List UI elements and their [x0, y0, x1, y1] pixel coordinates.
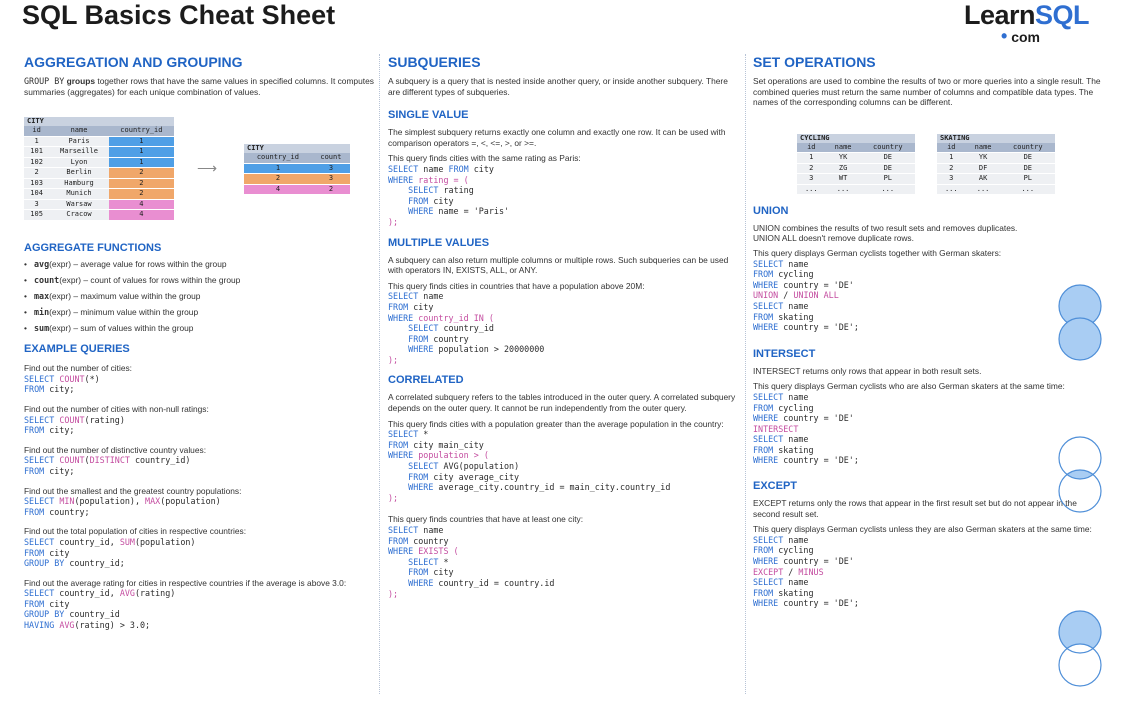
skating-table — [937, 134, 1055, 196]
table-cell: ... — [861, 184, 915, 195]
table-cell: PL — [861, 174, 915, 185]
cycling-table — [797, 134, 915, 196]
column-header: country — [861, 143, 915, 153]
learnsql-logo[interactable] — [964, 0, 1090, 46]
table-cell: 2 — [109, 168, 174, 179]
table-cell: 3 — [937, 174, 966, 185]
table-row — [24, 210, 174, 221]
table-cell: 2 — [109, 178, 174, 189]
multiple-values-desc: A subquery can also return multiple columns or multiple rows. Such subqueries can be used with operators IN, EXISTS, ALL, or ANY. — [388, 254, 729, 276]
intersect-desc: INTERSECT returns only rows that appear in both result sets. — [753, 365, 982, 376]
code-block: SELECT name FROM cycling WHERE country = 'DE' INTERSECT SELECT name FROM skating WHERE country = 'DE'; — [753, 391, 859, 466]
table-cell: YK — [966, 153, 1001, 164]
set-operations-intro: Set operations are used to combine the results of two or more queries into a single result. The combined queries must return the same number of columns and compatible data types. The names of the corresponding columns can be different. — [753, 76, 1101, 108]
table-cell: 1 — [109, 136, 174, 147]
venn-circle — [1059, 318, 1101, 360]
table-cell: ... — [797, 184, 826, 195]
code-block: SELECT COUNT(rating) FROM city; — [24, 414, 125, 436]
logo-learn: Learn — [964, 0, 1036, 30]
example-desc: This query finds countries that have at least one city: — [388, 514, 584, 525]
table-cell: 105 — [24, 210, 49, 221]
example-desc: This query finds cities with a population greater than the average population in the country: — [388, 418, 724, 429]
table-cell: DE — [1001, 153, 1055, 164]
table-cell: DE — [861, 153, 915, 164]
table-row — [24, 178, 174, 189]
table-cell: 1 — [109, 147, 174, 158]
table-row — [937, 174, 1055, 185]
subqueries-intro: A subquery is a query that is nested inside another query, or inside another subquery. There are different types of subqueries. — [388, 76, 728, 97]
code-block: SELECT name FROM cycling WHERE country = 'DE' UNION / UNION ALL SELECT name FROM skating WHERE country = 'DE'; — [753, 258, 859, 333]
table-cell: WT — [826, 174, 861, 185]
table-cell: 103 — [24, 178, 49, 189]
example-desc: Find out the average rating for cities in respective countries if the average is above 3.0: — [24, 577, 347, 588]
example-desc: Find out the number of cities: — [24, 363, 132, 374]
multiple-values-heading: MULTIPLE VALUES — [388, 236, 490, 249]
logo-com: com — [1011, 29, 1041, 45]
union-all-desc: UNION ALL doesn't remove duplicate rows. — [753, 233, 914, 244]
column-header: count — [312, 153, 350, 163]
logo-dot-icon: • — [1001, 26, 1008, 46]
table-cell: Berlin — [49, 168, 109, 179]
table-cell: DE — [1001, 163, 1055, 174]
table-cell: Warsaw — [49, 199, 109, 210]
table-header-row — [244, 153, 350, 163]
table-row — [797, 184, 915, 195]
table-cell: 1 — [797, 153, 826, 164]
table-row — [937, 184, 1055, 195]
table-row — [244, 174, 350, 185]
table-caption: CYCLING — [797, 134, 915, 143]
column-header: id — [797, 143, 826, 153]
table-cell: 3 — [312, 174, 350, 185]
column-header: id — [937, 143, 966, 153]
table-row — [937, 163, 1055, 174]
table-row — [24, 199, 174, 210]
list-item: • avg(expr) – average value for rows within the group — [24, 256, 374, 272]
table-header-row — [797, 143, 915, 153]
table-cell: DF — [966, 163, 1001, 174]
intersect-heading: INTERSECT — [753, 347, 816, 360]
aggregation-column — [24, 54, 374, 631]
union-desc: UNION combines the results of two result sets and removes duplicates. — [753, 222, 1018, 233]
example-desc: Find out the number of cities with non-null ratings: — [24, 403, 209, 414]
table-cell: 2 — [109, 189, 174, 200]
list-item: • min(expr) – minimum value within the group — [24, 304, 374, 320]
table-header-row — [937, 143, 1055, 153]
table-cell: 102 — [24, 157, 49, 168]
example-desc: This query finds cities in countries that have a population above 20M: — [388, 280, 645, 291]
set-tables — [753, 108, 1103, 200]
arrow-right-icon: ⟶ — [197, 160, 218, 177]
column-header: name — [966, 143, 1001, 153]
subqueries-heading: SUBQUERIES — [388, 54, 481, 70]
table-cell: ... — [1001, 184, 1055, 195]
table-row — [24, 157, 174, 168]
table-row — [244, 184, 350, 195]
table-cell: Cracow — [49, 210, 109, 221]
code-block: SELECT COUNT(DISTINCT country_id) FROM city; — [24, 455, 191, 476]
table-cell: 1 — [109, 157, 174, 168]
column-header: country_id — [244, 153, 312, 163]
example-desc: This query displays German cyclists unless they are also German skaters at the same time: — [753, 524, 1092, 535]
set-operations-column — [753, 54, 1103, 609]
column-divider-1 — [379, 54, 380, 694]
table-cell: 4 — [109, 199, 174, 210]
table-cell: 4 — [244, 184, 312, 195]
table-cell: 2 — [937, 163, 966, 174]
page-title: SQL Basics Cheat Sheet — [22, 0, 336, 30]
aggregation-heading: AGGREGATION AND GROUPING — [24, 54, 243, 70]
table-cell: 2 — [24, 168, 49, 179]
city-table — [24, 117, 174, 221]
table-cell: ZG — [826, 163, 861, 174]
logo-sql: SQL — [1035, 0, 1090, 30]
code-block: SELECT * FROM city main_city WHERE population > ( SELECT AVG(population) FROM city average_city WHERE average_city.country_id = main_city.country_id ); — [388, 429, 671, 503]
aggregation-intro: GROUP BY groups together rows that have the same values in specified columns. It computes summaries (aggregates) for each unique combination of values. — [24, 76, 374, 97]
table-cell: 1 — [937, 153, 966, 164]
example-desc: This query displays German cyclists together with German skaters: — [753, 247, 1002, 258]
column-divider-2 — [745, 54, 746, 694]
except-heading: EXCEPT — [753, 480, 798, 493]
column-header: name — [49, 126, 109, 136]
table-cell: 3 — [312, 163, 350, 174]
code-block: SELECT name FROM city WHERE rating = ( SELECT rating FROM city WHERE name = 'Paris' ); — [388, 163, 510, 227]
union-heading: UNION — [753, 204, 789, 217]
table-row — [24, 147, 174, 158]
table-cell: ... — [966, 184, 1001, 195]
table-cell: 4 — [109, 210, 174, 221]
table-cell: 1 — [244, 163, 312, 174]
table-cell: YK — [826, 153, 861, 164]
example-queries-heading: EXAMPLE QUERIES — [24, 343, 130, 356]
code-block: SELECT country_id, AVG(rating) FROM city GROUP BY country_id HAVING AVG(rating) > 3.0; — [24, 588, 176, 631]
example-desc: Find out the total population of cities in respective countries: — [24, 526, 247, 537]
table-cell: 2 — [244, 174, 312, 185]
code-block: SELECT name FROM country WHERE EXISTS ( SELECT * FROM city WHERE country_id = country.id ); — [388, 525, 555, 599]
table-cell: Lyon — [49, 157, 109, 168]
single-value-heading: SINGLE VALUE — [388, 109, 469, 122]
table-row — [244, 163, 350, 174]
table-cell: 2 — [312, 184, 350, 195]
code-block: SELECT name FROM city WHERE country_id IN ( SELECT country_id FROM country WHERE population > 20000000 ); — [388, 291, 545, 365]
table-cell: DE — [861, 163, 915, 174]
table-cell: ... — [937, 184, 966, 195]
example-desc: This query finds cities with the same rating as Paris: — [388, 153, 581, 164]
correlated-desc: A correlated subquery refers to the tables introduced in the outer query. A correlated subquery depends on the outer query. It cannot be run independently from the outer query. — [388, 392, 736, 414]
aggregate-functions-list — [24, 256, 374, 336]
table-cell: PL — [1001, 174, 1055, 185]
group-by-illustration — [24, 117, 374, 229]
code-block: SELECT COUNT(*) FROM city; — [24, 373, 100, 395]
table-caption: SKATING — [937, 134, 1055, 143]
aggregate-functions-heading: AGGREGATE FUNCTIONS — [24, 242, 162, 255]
table-row — [797, 174, 915, 185]
example-desc: Find out the number of distinctive country values: — [24, 444, 207, 455]
table-cell: 101 — [24, 147, 49, 158]
table-cell: Munich — [49, 189, 109, 200]
table-cell: 1 — [24, 136, 49, 147]
table-row — [797, 153, 915, 164]
example-desc: Find out the smallest and the greatest country populations: — [24, 485, 242, 496]
result-table — [244, 144, 350, 195]
union-venn-diagram — [1055, 282, 1105, 364]
table-cell: ... — [826, 184, 861, 195]
column-header: name — [826, 143, 861, 153]
code-block: SELECT country_id, SUM(population) FROM city GROUP BY country_id; — [24, 536, 196, 569]
table-row — [24, 136, 174, 147]
except-venn-diagram — [1055, 608, 1105, 690]
intersect-venn-diagram — [1055, 434, 1105, 516]
table-cell: 3 — [24, 199, 49, 210]
example-desc: This query displays German cyclists who are also German skaters at the same time: — [753, 381, 1065, 392]
table-header-row — [24, 126, 174, 136]
table-row — [797, 163, 915, 174]
table-caption: CITY — [244, 144, 350, 153]
table-row — [937, 153, 1055, 164]
set-operations-heading: SET OPERATIONS — [753, 54, 876, 70]
table-caption: CITY — [24, 117, 174, 126]
except-desc: EXCEPT returns only the rows that appear in the first result set but do not appear in the second result set. — [753, 498, 1077, 519]
table-cell: 2 — [797, 163, 826, 174]
list-item: • max(expr) – maximum value within the group — [24, 288, 374, 304]
table-cell: AK — [966, 174, 1001, 185]
column-header: id — [24, 126, 49, 136]
subqueries-column — [388, 54, 740, 599]
code-block: SELECT MIN(population), MAX(population) FROM country; — [24, 496, 221, 517]
single-value-desc: The simplest subquery returns exactly one column and exactly one row. It can be used with comparison operators =, <, <=, >, or >=. — [388, 127, 726, 148]
code-block: SELECT name FROM cycling WHERE country = 'DE' EXCEPT / MINUS SELECT name FROM skating WHERE country = 'DE'; — [753, 534, 859, 609]
column-header: country_id — [109, 126, 174, 136]
table-cell: 3 — [797, 174, 826, 185]
table-row — [24, 189, 174, 200]
table-cell: Marseille — [49, 147, 109, 158]
table-row — [24, 168, 174, 179]
correlated-heading: CORRELATED — [388, 374, 464, 387]
column-header: country — [1001, 143, 1055, 153]
table-cell: 104 — [24, 189, 49, 200]
list-item: • count(expr) – count of values for rows within the group — [24, 272, 374, 288]
table-cell: Paris — [49, 136, 109, 147]
list-item: • sum(expr) – sum of values within the group — [24, 320, 374, 336]
table-cell: Hamburg — [49, 178, 109, 189]
